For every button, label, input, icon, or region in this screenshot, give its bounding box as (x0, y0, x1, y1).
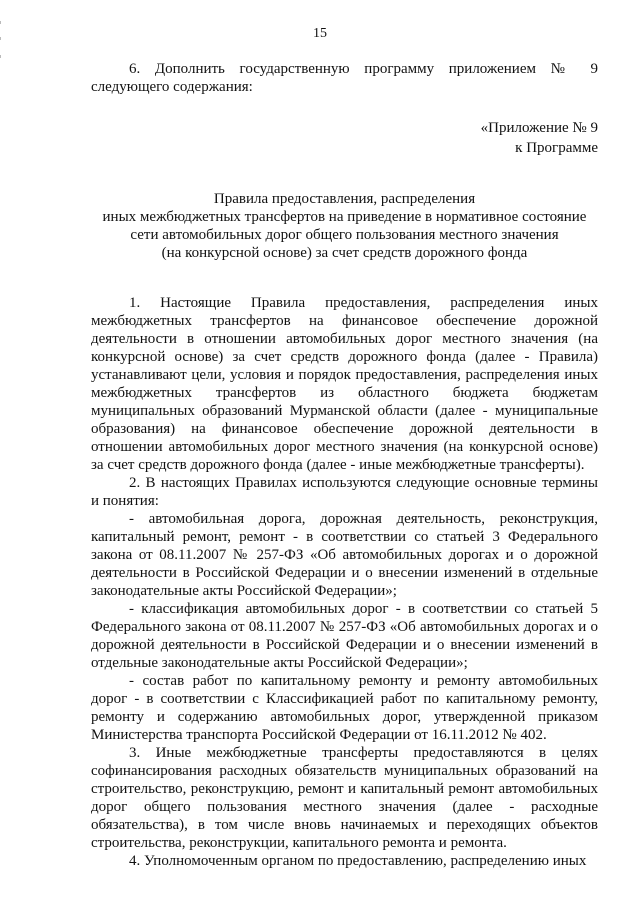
title-line: Правила предоставления, распределения (213, 191, 476, 207)
appendix-line: «Приложение № 9 (480, 120, 598, 136)
body-paragraph: 1. Настоящие Правила предоставления, распределения иных межбюджетных трансфертов на финансовое обеспечение дорожной деятельности в отношении автомобильных дорог местного значения (на конкурсной основе) за счет средств дорожного фонда (далее - Правила) устанавливают цели, условия и порядок предоставления, распределения иных межбюджетных трансфертов из областного бюджета бюджетам муниципальных образований Мурманской области (далее - муниципальные образования) на финансовое обеспечение дорожной деятельности в отношении автомобильных дорог местного значения (на конкурсной основе) за счет средств дорожного фонда (далее - иные межбюджетные трансферты). (91, 295, 598, 473)
intro-paragraph: 6. Дополнить государственную программу приложением № 9 следующего содержания: (91, 61, 598, 95)
title-line: сети автомобильных дорог общего пользования местного значения (130, 227, 559, 243)
rules-body (91, 294, 598, 870)
body-paragraph: - классификация автомобильных дорог - в соответствии со статьей 5 Федерального закона от 08.11.2007 № 257-ФЗ «Об автомобильных дорогах и о дорожной деятельности в Российской Федерации и о внесении изменений в отдельные законодательные акты Российской Федерации»; (91, 601, 598, 671)
scan-edge-mark (0, 55, 1, 58)
page-number: 15 (313, 26, 327, 41)
appendix-line: к Программе (515, 140, 598, 156)
body-paragraph: - состав работ по капитальному ремонту и ремонту автомобильных дорог - в соответствии с Классификацией работ по капитальному ремонту, ремонту и содержанию автомобильных дорог, утвержденной приказом Министерства транспорта Российской Федерации от 16.11.2012 № 402. (91, 673, 598, 743)
scan-edge-mark (0, 21, 1, 24)
body-paragraph: 3. Иные межбюджетные трансферты предоставляются в целях софинансирования расходных обязательств муниципальных образований на строительство, реконструкцию, ремонт и капитальный ремонт автомобильных дорог общего пользования местного значения (далее - расходные обязательства), в том числе вновь начинаемых и переходящих объектов строительства, реконструкции, капитального ремонта и ремонта. (91, 745, 598, 851)
title-line: (на конкурсной основе) за счет средств дорожного фонда (161, 245, 528, 261)
title-line: иных межбюджетных трансфертов на приведение в нормативное состояние (102, 209, 587, 225)
appendix-heading (91, 118, 598, 158)
body-paragraph: 4. Уполномоченным органом по предоставлению, распределению иных (129, 853, 587, 869)
body-paragraph: - автомобильная дорога, дорожная деятельность, реконструкция, капитальный ремонт, ремонт - в соответствии со статьей 3 Федерального закона от 08.11.2007 № 257-ФЗ «Об автомобильных дорогах и о дорожной деятельности в Российской Федерации и о внесении изменений в отдельные законодательные акты Российской Федерации»; (91, 511, 598, 599)
body-paragraph: 2. В настоящих Правилах используются следующие основные термины и понятия: (91, 475, 598, 509)
rules-title (91, 190, 598, 262)
document-content (91, 60, 598, 870)
